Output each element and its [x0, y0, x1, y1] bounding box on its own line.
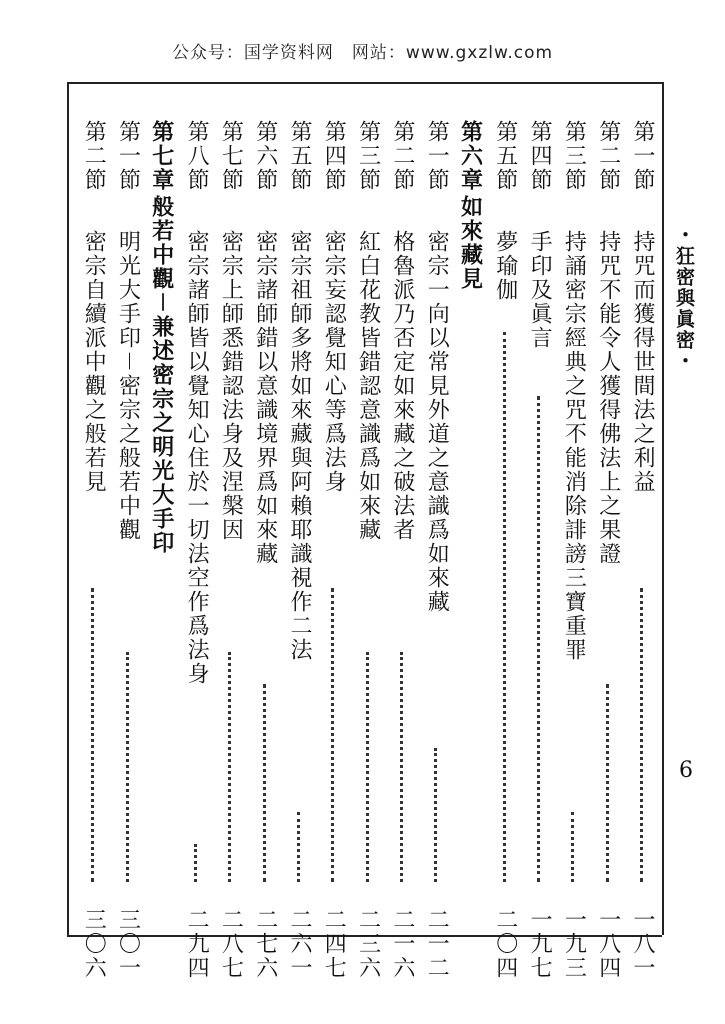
toc-title: 密宗祖師多將如來藏與阿賴耶識視作二法 — [287, 230, 312, 662]
leader-dots — [228, 652, 235, 882]
toc-page-number — [284, 860, 314, 980]
toc-entry — [215, 120, 245, 980]
toc-page-number — [627, 860, 657, 980]
toc-page-number — [318, 860, 348, 980]
toc-label: 第二節 — [81, 120, 107, 192]
toc-entry — [421, 120, 451, 980]
toc-label: 第四節 — [321, 120, 347, 192]
toc-entry — [113, 120, 143, 980]
watermark: 公众号：国学资料网 网站：www.gxzlw.com — [171, 43, 554, 63]
toc-page-text: 二九四 — [184, 908, 210, 980]
toc-entry — [284, 120, 314, 980]
toc-chapter — [147, 120, 177, 980]
toc-page-number — [593, 860, 623, 980]
toc-entry — [524, 120, 554, 980]
toc-label: 第二節 — [389, 120, 415, 192]
frame-top-rule — [67, 82, 662, 84]
toc-page-number — [250, 860, 280, 980]
toc-label: 第四節 — [527, 120, 553, 192]
toc-page-text: 一九七 — [527, 908, 553, 980]
toc-page-text: 二〇四 — [492, 908, 518, 980]
toc-page-text: 一八一 — [630, 908, 655, 980]
toc-title: 夢瑜伽 — [492, 230, 518, 302]
toc-label: 第三節 — [561, 120, 587, 192]
leader-dots — [263, 684, 270, 882]
toc-page-number — [490, 860, 520, 980]
toc-label: 第五節 — [287, 120, 312, 192]
leader-dots — [503, 332, 510, 882]
toc-title: 持咒而獲得世間法之利益 — [630, 230, 655, 494]
toc-page-number — [524, 860, 554, 980]
page-number: 6 — [679, 758, 693, 783]
toc-page-number — [78, 860, 108, 980]
toc-title: 密宗自續派中觀之般若見 — [81, 230, 107, 494]
toc-entry — [593, 120, 623, 980]
frame-right-rule — [662, 82, 664, 935]
toc-title: 密宗上師悉錯認法身及涅槃因 — [218, 230, 244, 542]
running-head: ・狂密與眞密・ — [673, 225, 695, 372]
toc-page-text: 二六一 — [287, 908, 312, 980]
toc-title: 般若中觀－兼述密宗之明光大手印 — [148, 195, 175, 556]
toc-entry — [490, 120, 520, 980]
toc-title: 手印及眞言 — [527, 230, 553, 350]
toc-entry — [558, 120, 588, 980]
toc-label: 第一節 — [630, 120, 655, 192]
toc-entry — [353, 120, 383, 980]
leader-dots — [331, 588, 338, 882]
toc-label: 第一節 — [424, 120, 450, 192]
toc-page-text: 三〇一 — [115, 908, 141, 980]
toc-page-text: 二八七 — [218, 908, 244, 980]
toc-label: 第六章 — [457, 120, 484, 192]
toc-label: 第八節 — [184, 120, 210, 192]
toc-page-number — [421, 860, 451, 980]
toc-title: 如來藏見 — [457, 195, 484, 291]
toc-page-text: 二四七 — [321, 908, 347, 980]
toc-label: 第一節 — [115, 120, 141, 192]
toc-title: 密宗諸師皆以覺知心住於一切法空作爲法身 — [184, 230, 210, 686]
toc-page-number — [353, 860, 383, 980]
toc-page-text: 二七六 — [252, 908, 278, 980]
toc-title: 格魯派乃否定如來藏之破法者 — [389, 230, 415, 542]
toc-label: 第六節 — [252, 120, 278, 192]
toc-label: 第七章 — [148, 120, 175, 192]
leader-dots — [640, 588, 647, 882]
toc-title: 紅白花教皆錯認意識爲如來藏 — [355, 230, 381, 542]
leader-dots — [126, 652, 133, 882]
toc-page-number — [558, 860, 588, 980]
toc-page-number — [181, 860, 211, 980]
toc-title: 明光大手印－密宗之般若中觀 — [115, 230, 141, 543]
toc-entry — [78, 120, 108, 980]
toc-label: 第三節 — [355, 120, 381, 192]
leader-dots — [91, 588, 98, 882]
toc-entry — [627, 120, 657, 980]
toc-title: 持誦密宗經典之咒不能消除誹謗三寶重罪 — [561, 230, 587, 662]
toc-entry — [181, 120, 211, 980]
toc-page-text: 三〇六 — [81, 908, 107, 980]
toc-label: 第二節 — [595, 120, 621, 192]
toc-title: 持咒不能令人獲得佛法上之果證 — [595, 230, 621, 566]
leader-dots — [366, 652, 373, 882]
toc-page-number — [387, 860, 417, 980]
toc-page-number — [113, 860, 143, 980]
toc-title: 密宗一向以常見外道之意識爲如來藏 — [424, 230, 450, 614]
frame-left-rule — [67, 82, 69, 935]
toc-entry — [250, 120, 280, 980]
leader-dots — [537, 396, 544, 882]
toc-page-text: 一九三 — [561, 908, 587, 980]
toc-chapter — [456, 120, 486, 980]
toc-entry — [387, 120, 417, 980]
toc-title: 密宗諸師錯以意識境界爲如來藏 — [252, 230, 278, 566]
toc-label: 第五節 — [492, 120, 518, 192]
toc-page-number — [215, 860, 245, 980]
leader-dots — [606, 684, 613, 882]
leader-dots — [400, 652, 407, 882]
toc-label: 第七節 — [218, 120, 244, 192]
toc-title: 密宗妄認覺知心等爲法身 — [321, 230, 347, 494]
toc-page-text: 一八四 — [595, 908, 621, 980]
toc-page-text: 二一二 — [424, 908, 450, 980]
toc-page-text: 二一六 — [389, 908, 415, 980]
toc-page-text: 二三六 — [355, 908, 381, 980]
toc-entry — [318, 120, 348, 980]
